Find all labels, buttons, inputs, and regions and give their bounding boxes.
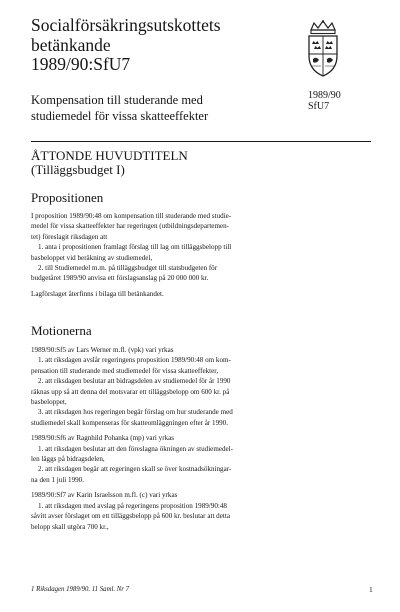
body-line: budgetåret 1989/90 anvisa ett förslagsanslag på 20 000 000 kr. — [31, 274, 209, 283]
body-line: belopp skall utgöra 700 kr., — [31, 522, 109, 531]
reference-year: 1989/90 — [308, 90, 341, 101]
motionerna-heading: Motionerna — [31, 323, 92, 338]
body-line: 3. att riksdagen hos regeringen begär förslag om hur studerande med — [38, 408, 233, 417]
body-line: 2. till Studiemedel m.m. på tilläggsbudget till statsbudgeten för — [38, 264, 218, 273]
motionerna-text — [31, 345, 373, 532]
body-line: len läggs på bidragsdelen, — [31, 455, 105, 464]
section-heading — [31, 149, 188, 177]
body-line: räknas upp så att denna del motsvarar ett tilläggsbelopp om 600 kr. på — [31, 387, 230, 396]
header-divider — [31, 141, 371, 142]
body-line: studiemedel skall kompenseras för skatteomläggningen efter år 1990. — [31, 418, 228, 427]
motion-title: 1989/90:Sf5 av Lars Werner m.fl. (vpk) vari yrkas — [31, 346, 174, 354]
body-line: Lagförslaget återfinns i bilaga till betänkandet. — [31, 289, 164, 298]
propositionen-text — [31, 211, 373, 299]
subtitle-line: Kompensation till studerande med — [31, 93, 203, 107]
subtitle-line: studiemedel för vissa skatteeffekter — [31, 109, 209, 123]
document-title — [31, 16, 281, 75]
document-subtitle — [31, 92, 208, 124]
section-heading-line: ÅTTONDE HUVUDTITELN — [31, 148, 188, 163]
body-line: såvitt avser förslaget om ett tilläggsbelopp på 600 kr. beslutar att detta — [31, 512, 230, 521]
title-line: betänkande — [31, 34, 111, 55]
body-line: 1. anta i propositionen framlagt förslag till lag om tilläggsbelopp till — [38, 243, 232, 252]
reference-code: SfU7 — [308, 101, 330, 112]
body-line: 1. att riksdagen avslår regeringens proposition 1989/90:48 om kom- — [38, 356, 231, 365]
body-line: 1. att riksdagen med avslag på regeringens proposition 1989/90:48 — [38, 501, 227, 510]
body-line: 1. att riksdagen beslutar att den föreslagna ökningen av studiemedel- — [38, 444, 234, 453]
section-heading-line: (Tilläggsbudget I) — [31, 162, 125, 177]
body-line: tet) föreslagit riksdagen att — [31, 232, 108, 241]
footer-note: 1 Riksdagen 1989/90. 11 Saml. Nr 7 — [31, 586, 130, 593]
body-line: 2. att riksdagen begär att regeringen skall se över kostnadsökningar- — [38, 465, 232, 474]
body-line: medel för vissa skatteeffekter har regeringen (utbildningsdepartemen- — [31, 222, 230, 231]
body-line: 2. att riksdagen beslutar att bidragsdelen av studiemedel för år 1990 — [38, 377, 231, 386]
propositionen-heading: Propositionen — [31, 190, 104, 205]
motion-title: 1989/90:Sf6 av Ragnhild Pohanka (mp) vari yrkas — [31, 434, 175, 443]
coat-of-arms-icon — [301, 20, 345, 78]
title-line: 1989/90:SfU7 — [31, 54, 131, 74]
title-line: Socialförsäkringsutskottets — [31, 15, 221, 35]
body-line: I proposition 1989/90:48 om kompensation till studerande med studie- — [31, 212, 232, 220]
body-line: basbeloppet, — [31, 398, 67, 407]
document-reference — [308, 90, 341, 112]
body-line: basbeloppet vid beräkning av studiemedel, — [31, 253, 153, 262]
motion-title: 1989/90:Sf7 av Karin Israelsson m.fl. (c) vari yrkas — [31, 491, 178, 500]
body-line: na den 1 juli 1990. — [31, 475, 84, 484]
body-line: pensation till studerande med studiemedel för vissa skatteeffekter, — [31, 366, 219, 375]
page-number: 1 — [369, 585, 373, 594]
